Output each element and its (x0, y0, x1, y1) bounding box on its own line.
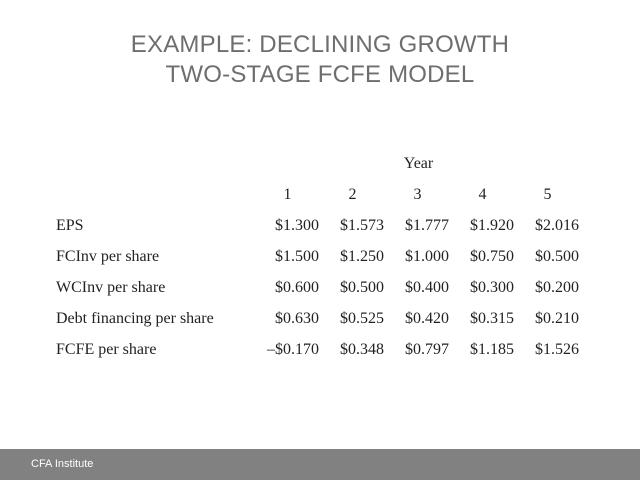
fcfe-table (56, 148, 581, 365)
row-label: WCInv per share (56, 278, 166, 296)
table-row (56, 334, 581, 365)
table-cell: $0.750 (470, 247, 514, 265)
row-label: Debt financing per share (56, 309, 214, 327)
table-cell: $0.200 (535, 278, 579, 296)
year-number: 1 (283, 185, 292, 203)
table-cell: $1.920 (470, 216, 514, 234)
row-label: FCFE per share (56, 340, 157, 358)
table-cell: $0.525 (340, 309, 384, 327)
table-row (56, 210, 581, 241)
table-row (56, 303, 581, 334)
year-header: Year (403, 154, 434, 172)
table-cell: $0.500 (535, 247, 579, 265)
table-cell: $0.797 (405, 340, 449, 358)
table-cell: $0.300 (470, 278, 514, 296)
row-label: EPS (56, 216, 84, 234)
year-number: 2 (348, 185, 357, 203)
slide-title (0, 30, 640, 90)
row-label: FCInv per share (56, 247, 160, 265)
table-cell: $1.185 (470, 340, 514, 358)
table-row (56, 241, 581, 272)
empty-header-cell (56, 179, 256, 210)
table-row (56, 272, 581, 303)
title-line-1: EXAMPLE: DECLINING GROWTH (130, 31, 510, 58)
year-number: 4 (478, 185, 487, 203)
table-cell: –$0.170 (267, 340, 319, 358)
table-cell: $1.000 (405, 247, 449, 265)
year-header-row (56, 148, 581, 179)
table-cell: $1.250 (340, 247, 384, 265)
year-number: 5 (543, 185, 552, 203)
table-cell: $0.600 (275, 278, 319, 296)
table-cell: $1.573 (340, 216, 384, 234)
table-cell: $1.300 (275, 216, 319, 234)
table-cell: $0.210 (535, 309, 579, 327)
title-line-2: TWO-STAGE FCFE MODEL (165, 61, 475, 88)
empty-header-cell (56, 148, 256, 179)
table-cell: $0.348 (340, 340, 384, 358)
footer-brand: CFA Institute (31, 458, 94, 470)
footer-bar (0, 449, 640, 480)
table-cell: $1.526 (535, 340, 579, 358)
table-cell: $2.016 (535, 216, 579, 234)
table-cell: $1.777 (405, 216, 449, 234)
table-cell: $0.500 (340, 278, 384, 296)
year-number: 3 (413, 185, 422, 203)
table-cell: $0.315 (470, 309, 514, 327)
table-cell: $1.500 (275, 247, 319, 265)
table-cell: $0.400 (405, 278, 449, 296)
table-cell: $0.630 (275, 309, 319, 327)
table-cell: $0.420 (405, 309, 449, 327)
year-number-row (56, 179, 581, 210)
